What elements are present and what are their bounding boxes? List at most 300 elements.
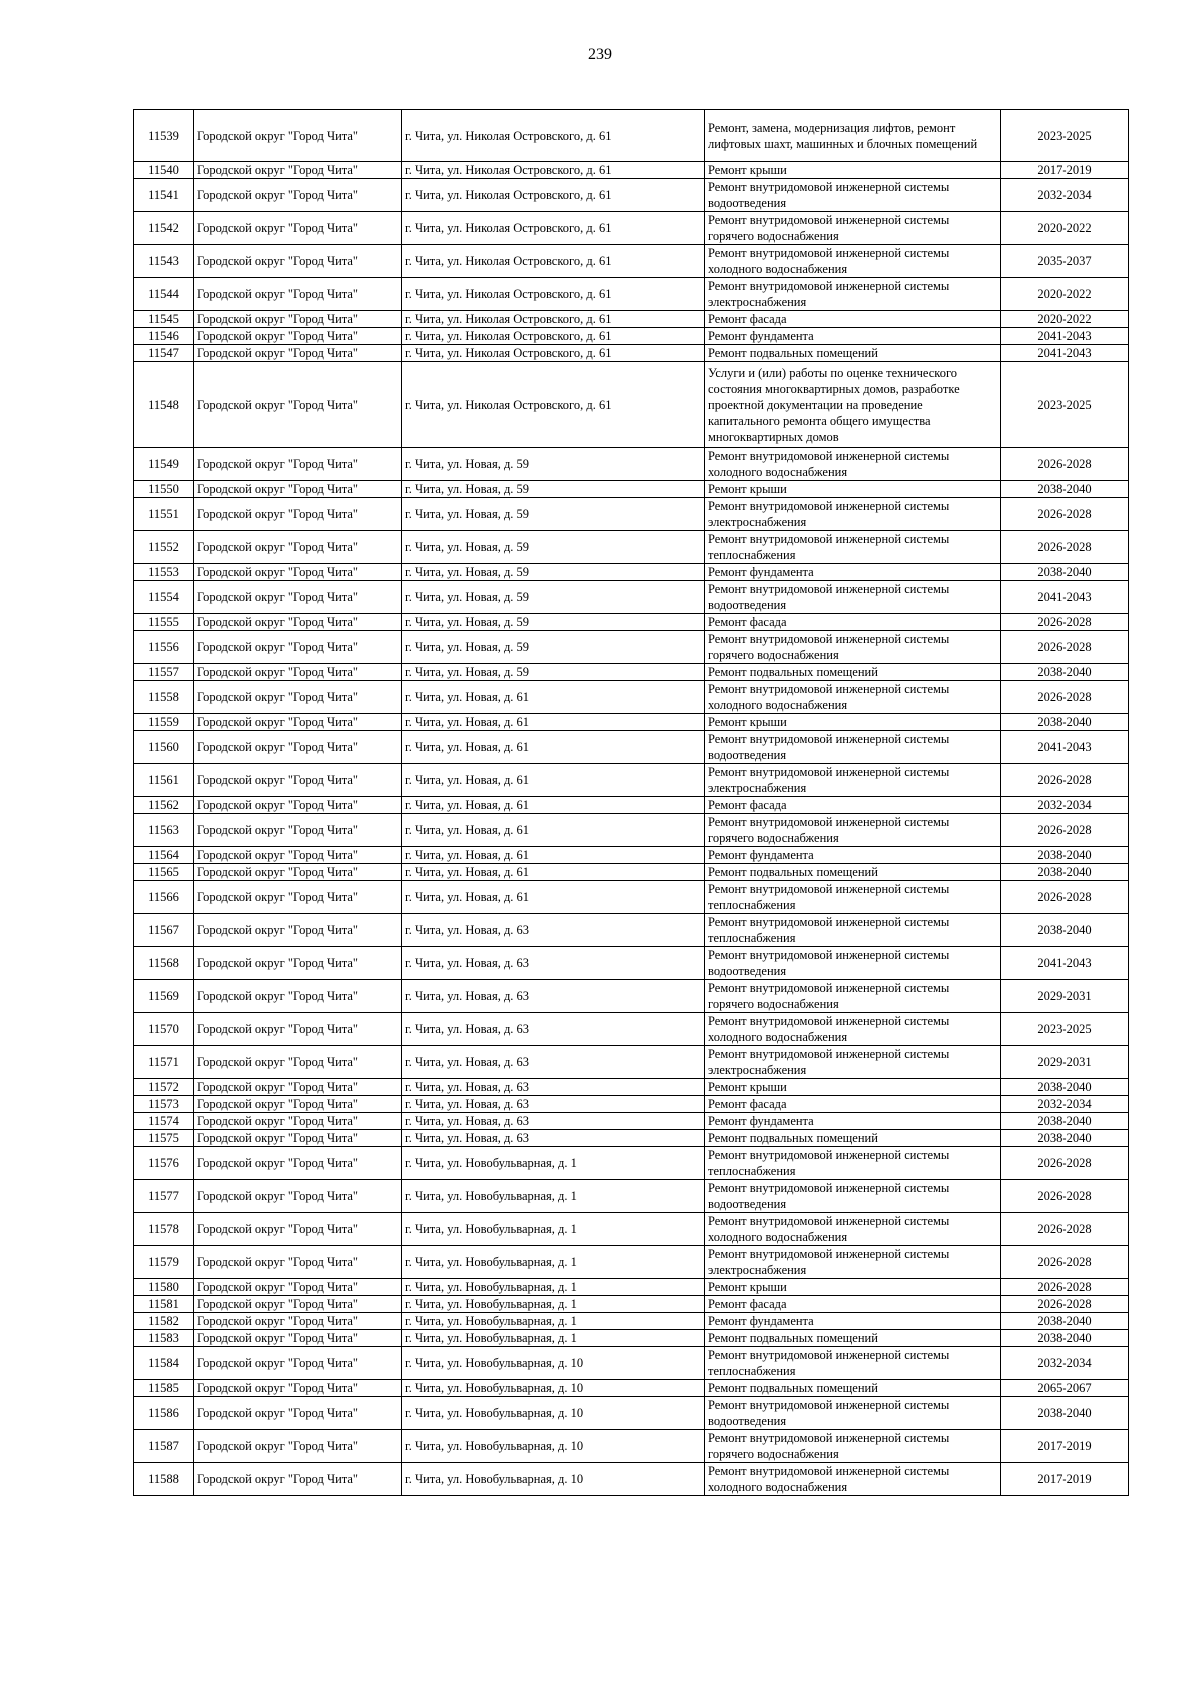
district-cell: Городской округ "Город Чита" — [194, 881, 402, 914]
district-cell: Городской округ "Город Чита" — [194, 847, 402, 864]
work-type-cell: Ремонт внутридомовой инженерной системы горячего водоснабжения — [705, 631, 1001, 664]
period-cell: 2026-2028 — [1001, 1213, 1129, 1246]
row-number-cell: 11547 — [134, 345, 194, 362]
row-number-cell: 11562 — [134, 797, 194, 814]
period-cell: 2038-2040 — [1001, 864, 1129, 881]
address-cell: г. Чита, ул. Новая, д. 63 — [402, 1046, 705, 1079]
district-cell: Городской округ "Город Чита" — [194, 1380, 402, 1397]
work-type-cell: Ремонт фасада — [705, 1096, 1001, 1113]
district-cell: Городской округ "Город Чита" — [194, 731, 402, 764]
period-cell: 2020-2022 — [1001, 278, 1129, 311]
district-cell: Городской округ "Город Чита" — [194, 1313, 402, 1330]
table-row — [134, 714, 1129, 731]
row-number-cell: 11572 — [134, 1079, 194, 1096]
district-cell: Городской округ "Город Чита" — [194, 1113, 402, 1130]
row-number-cell: 11559 — [134, 714, 194, 731]
table-body — [134, 110, 1129, 1496]
period-cell: 2017-2019 — [1001, 1430, 1129, 1463]
period-cell: 2032-2034 — [1001, 797, 1129, 814]
district-cell: Городской округ "Город Чита" — [194, 1430, 402, 1463]
period-cell: 2026-2028 — [1001, 1147, 1129, 1180]
period-cell: 2038-2040 — [1001, 1313, 1129, 1330]
table-row — [134, 1430, 1129, 1463]
work-type-cell: Ремонт внутридомовой инженерной системы горячего водоснабжения — [705, 1430, 1001, 1463]
capital-repair-table — [133, 109, 1129, 1496]
address-cell: г. Чита, ул. Николая Островского, д. 61 — [402, 311, 705, 328]
period-cell: 2035-2037 — [1001, 245, 1129, 278]
work-type-cell: Ремонт внутридомовой инженерной системы горячего водоснабжения — [705, 980, 1001, 1013]
table-row — [134, 1213, 1129, 1246]
row-number-cell: 11575 — [134, 1130, 194, 1147]
table-row — [134, 345, 1129, 362]
row-number-cell: 11574 — [134, 1113, 194, 1130]
row-number-cell: 11565 — [134, 864, 194, 881]
work-type-cell: Ремонт крыши — [705, 481, 1001, 498]
district-cell: Городской округ "Город Чита" — [194, 1213, 402, 1246]
table-row — [134, 864, 1129, 881]
address-cell: г. Чита, ул. Новая, д. 63 — [402, 1130, 705, 1147]
work-type-cell: Ремонт внутридомовой инженерной системы теплоснабжения — [705, 531, 1001, 564]
row-number-cell: 11544 — [134, 278, 194, 311]
page-number: 239 — [588, 46, 612, 63]
work-type-cell: Ремонт внутридомовой инженерной системы электроснабжения — [705, 278, 1001, 311]
work-type-cell: Услуги и (или) работы по оценке технического состояния многоквартирных домов, разработке проектной документации на проведение капитального ремонта общего имущества многоквартирных домов — [705, 362, 1001, 448]
work-type-cell: Ремонт фундамента — [705, 564, 1001, 581]
table-row — [134, 614, 1129, 631]
period-cell: 2032-2034 — [1001, 179, 1129, 212]
work-type-cell: Ремонт внутридомовой инженерной системы холодного водоснабжения — [705, 1213, 1001, 1246]
table-row — [134, 1279, 1129, 1296]
address-cell: г. Чита, ул. Николая Островского, д. 61 — [402, 362, 705, 448]
district-cell: Городской округ "Город Чита" — [194, 212, 402, 245]
row-number-cell: 11570 — [134, 1013, 194, 1046]
district-cell: Городской округ "Город Чита" — [194, 448, 402, 481]
district-cell: Городской округ "Город Чита" — [194, 1180, 402, 1213]
period-cell: 2041-2043 — [1001, 581, 1129, 614]
table-row — [134, 1180, 1129, 1213]
address-cell: г. Чита, ул. Новая, д. 63 — [402, 1013, 705, 1046]
district-cell: Городской округ "Город Чита" — [194, 328, 402, 345]
period-cell: 2026-2028 — [1001, 764, 1129, 797]
address-cell: г. Чита, ул. Новобульварная, д. 1 — [402, 1213, 705, 1246]
district-cell: Городской округ "Город Чита" — [194, 1279, 402, 1296]
work-type-cell: Ремонт внутридомовой инженерной системы водоотведения — [705, 947, 1001, 980]
period-cell: 2041-2043 — [1001, 947, 1129, 980]
row-number-cell: 11580 — [134, 1279, 194, 1296]
address-cell: г. Чита, ул. Новобульварная, д. 1 — [402, 1147, 705, 1180]
table-row — [134, 881, 1129, 914]
row-number-cell: 11577 — [134, 1180, 194, 1213]
district-cell: Городской округ "Город Чита" — [194, 714, 402, 731]
period-cell: 2026-2028 — [1001, 1279, 1129, 1296]
work-type-cell: Ремонт подвальных помещений — [705, 345, 1001, 362]
row-number-cell: 11551 — [134, 498, 194, 531]
district-cell: Городской округ "Город Чита" — [194, 631, 402, 664]
address-cell: г. Чита, ул. Николая Островского, д. 61 — [402, 345, 705, 362]
work-type-cell: Ремонт фасада — [705, 1296, 1001, 1313]
table-row — [134, 1147, 1129, 1180]
row-number-cell: 11540 — [134, 162, 194, 179]
work-type-cell: Ремонт внутридомовой инженерной системы холодного водоснабжения — [705, 245, 1001, 278]
table-row — [134, 664, 1129, 681]
row-number-cell: 11553 — [134, 564, 194, 581]
table-row — [134, 328, 1129, 345]
period-cell: 2038-2040 — [1001, 664, 1129, 681]
address-cell: г. Чита, ул. Новая, д. 61 — [402, 864, 705, 881]
period-cell: 2038-2040 — [1001, 914, 1129, 947]
period-cell: 2017-2019 — [1001, 1463, 1129, 1496]
table-row — [134, 847, 1129, 864]
work-type-cell: Ремонт внутридомовой инженерной системы электроснабжения — [705, 498, 1001, 531]
period-cell: 2032-2034 — [1001, 1347, 1129, 1380]
period-cell: 2026-2028 — [1001, 498, 1129, 531]
table-row — [134, 1296, 1129, 1313]
address-cell: г. Чита, ул. Новая, д. 63 — [402, 980, 705, 1013]
address-cell: г. Чита, ул. Новобульварная, д. 1 — [402, 1246, 705, 1279]
row-number-cell: 11587 — [134, 1430, 194, 1463]
district-cell: Городской округ "Город Чита" — [194, 278, 402, 311]
address-cell: г. Чита, ул. Новобульварная, д. 1 — [402, 1180, 705, 1213]
district-cell: Городской округ "Город Чита" — [194, 531, 402, 564]
period-cell: 2026-2028 — [1001, 531, 1129, 564]
period-cell: 2038-2040 — [1001, 564, 1129, 581]
row-number-cell: 11564 — [134, 847, 194, 864]
table-row — [134, 212, 1129, 245]
row-number-cell: 11582 — [134, 1313, 194, 1330]
period-cell: 2032-2034 — [1001, 1096, 1129, 1113]
period-cell: 2038-2040 — [1001, 1113, 1129, 1130]
address-cell: г. Чита, ул. Новобульварная, д. 10 — [402, 1430, 705, 1463]
period-cell: 2026-2028 — [1001, 614, 1129, 631]
table-row — [134, 1096, 1129, 1113]
period-cell: 2029-2031 — [1001, 1046, 1129, 1079]
district-cell: Городской округ "Город Чита" — [194, 311, 402, 328]
address-cell: г. Чита, ул. Новая, д. 61 — [402, 847, 705, 864]
address-cell: г. Чита, ул. Новобульварная, д. 1 — [402, 1296, 705, 1313]
work-type-cell: Ремонт фасада — [705, 797, 1001, 814]
work-type-cell: Ремонт внутридомовой инженерной системы холодного водоснабжения — [705, 448, 1001, 481]
work-type-cell: Ремонт фасада — [705, 614, 1001, 631]
district-cell: Городской округ "Город Чита" — [194, 245, 402, 278]
row-number-cell: 11542 — [134, 212, 194, 245]
work-type-cell: Ремонт подвальных помещений — [705, 1130, 1001, 1147]
row-number-cell: 11561 — [134, 764, 194, 797]
address-cell: г. Чита, ул. Новая, д. 61 — [402, 764, 705, 797]
work-type-cell: Ремонт фундамента — [705, 328, 1001, 345]
period-cell: 2038-2040 — [1001, 1330, 1129, 1347]
work-type-cell: Ремонт внутридомовой инженерной системы холодного водоснабжения — [705, 1463, 1001, 1496]
address-cell: г. Чита, ул. Новая, д. 59 — [402, 614, 705, 631]
period-cell: 2026-2028 — [1001, 681, 1129, 714]
work-type-cell: Ремонт подвальных помещений — [705, 864, 1001, 881]
work-type-cell: Ремонт внутридомовой инженерной системы холодного водоснабжения — [705, 681, 1001, 714]
table-row — [134, 245, 1129, 278]
address-cell: г. Чита, ул. Новая, д. 63 — [402, 947, 705, 980]
district-cell: Городской округ "Город Чита" — [194, 1330, 402, 1347]
row-number-cell: 11546 — [134, 328, 194, 345]
period-cell: 2065-2067 — [1001, 1380, 1129, 1397]
work-type-cell: Ремонт подвальных помещений — [705, 1380, 1001, 1397]
period-cell: 2029-2031 — [1001, 980, 1129, 1013]
address-cell: г. Чита, ул. Новая, д. 59 — [402, 448, 705, 481]
work-type-cell: Ремонт внутридомовой инженерной системы теплоснабжения — [705, 1347, 1001, 1380]
table-row — [134, 631, 1129, 664]
work-type-cell: Ремонт внутридомовой инженерной системы водоотведения — [705, 731, 1001, 764]
address-cell: г. Чита, ул. Николая Островского, д. 61 — [402, 328, 705, 345]
work-type-cell: Ремонт, замена, модернизация лифтов, ремонт лифтовых шахт, машинных и блочных помещений — [705, 110, 1001, 162]
row-number-cell: 11548 — [134, 362, 194, 448]
district-cell: Городской округ "Город Чита" — [194, 1079, 402, 1096]
table-row — [134, 1046, 1129, 1079]
period-cell: 2041-2043 — [1001, 345, 1129, 362]
district-cell: Городской округ "Город Чита" — [194, 797, 402, 814]
period-cell: 2038-2040 — [1001, 1130, 1129, 1147]
table-row — [134, 1397, 1129, 1430]
period-cell: 2023-2025 — [1001, 110, 1129, 162]
period-cell: 2026-2028 — [1001, 448, 1129, 481]
table-row — [134, 1347, 1129, 1380]
period-cell: 2026-2028 — [1001, 1246, 1129, 1279]
row-number-cell: 11578 — [134, 1213, 194, 1246]
district-cell: Городской округ "Город Чита" — [194, 1463, 402, 1496]
row-number-cell: 11555 — [134, 614, 194, 631]
row-number-cell: 11541 — [134, 179, 194, 212]
address-cell: г. Чита, ул. Николая Островского, д. 61 — [402, 212, 705, 245]
table-row — [134, 797, 1129, 814]
row-number-cell: 11571 — [134, 1046, 194, 1079]
work-type-cell: Ремонт внутридомовой инженерной системы электроснабжения — [705, 1046, 1001, 1079]
address-cell: г. Чита, ул. Новая, д. 59 — [402, 481, 705, 498]
district-cell: Городской округ "Город Чита" — [194, 1096, 402, 1113]
work-type-cell: Ремонт крыши — [705, 714, 1001, 731]
address-cell: г. Чита, ул. Николая Островского, д. 61 — [402, 245, 705, 278]
district-cell: Городской округ "Город Чита" — [194, 980, 402, 1013]
table-row — [134, 1380, 1129, 1397]
table-row — [134, 481, 1129, 498]
row-number-cell: 11550 — [134, 481, 194, 498]
period-cell: 2026-2028 — [1001, 1296, 1129, 1313]
address-cell: г. Чита, ул. Новобульварная, д. 10 — [402, 1380, 705, 1397]
district-cell: Городской округ "Город Чита" — [194, 664, 402, 681]
work-type-cell: Ремонт подвальных помещений — [705, 1330, 1001, 1347]
address-cell: г. Чита, ул. Новобульварная, д. 10 — [402, 1347, 705, 1380]
district-cell: Городской округ "Город Чита" — [194, 481, 402, 498]
work-type-cell: Ремонт внутридомовой инженерной системы холодного водоснабжения — [705, 1013, 1001, 1046]
district-cell: Городской округ "Город Чита" — [194, 614, 402, 631]
address-cell: г. Чита, ул. Новобульварная, д. 10 — [402, 1463, 705, 1496]
table-row — [134, 914, 1129, 947]
row-number-cell: 11543 — [134, 245, 194, 278]
row-number-cell: 11567 — [134, 914, 194, 947]
address-cell: г. Чита, ул. Новая, д. 61 — [402, 681, 705, 714]
district-cell: Городской округ "Город Чита" — [194, 110, 402, 162]
period-cell: 2026-2028 — [1001, 1180, 1129, 1213]
work-type-cell: Ремонт фасада — [705, 311, 1001, 328]
address-cell: г. Чита, ул. Новая, д. 59 — [402, 581, 705, 614]
district-cell: Городской округ "Город Чита" — [194, 581, 402, 614]
address-cell: г. Чита, ул. Николая Островского, д. 61 — [402, 278, 705, 311]
row-number-cell: 11549 — [134, 448, 194, 481]
work-type-cell: Ремонт крыши — [705, 1079, 1001, 1096]
table-row — [134, 110, 1129, 162]
work-type-cell: Ремонт внутридомовой инженерной системы горячего водоснабжения — [705, 814, 1001, 847]
table-row — [134, 162, 1129, 179]
district-cell: Городской округ "Город Чита" — [194, 1397, 402, 1430]
table-row — [134, 1463, 1129, 1496]
row-number-cell: 11539 — [134, 110, 194, 162]
work-type-cell: Ремонт фундамента — [705, 1313, 1001, 1330]
district-cell: Городской округ "Город Чита" — [194, 764, 402, 797]
address-cell: г. Чита, ул. Николая Островского, д. 61 — [402, 162, 705, 179]
table-row — [134, 1246, 1129, 1279]
address-cell: г. Чита, ул. Новая, д. 63 — [402, 914, 705, 947]
district-cell: Городской округ "Город Чита" — [194, 179, 402, 212]
row-number-cell: 11585 — [134, 1380, 194, 1397]
table-row — [134, 947, 1129, 980]
period-cell: 2017-2019 — [1001, 162, 1129, 179]
row-number-cell: 11586 — [134, 1397, 194, 1430]
table-row — [134, 1079, 1129, 1096]
district-cell: Городской округ "Город Чита" — [194, 1246, 402, 1279]
table-row — [134, 311, 1129, 328]
period-cell: 2038-2040 — [1001, 847, 1129, 864]
district-cell: Городской округ "Город Чита" — [194, 1296, 402, 1313]
district-cell: Городской округ "Город Чита" — [194, 1013, 402, 1046]
work-type-cell: Ремонт внутридомовой инженерной системы водоотведения — [705, 581, 1001, 614]
row-number-cell: 11584 — [134, 1347, 194, 1380]
address-cell: г. Чита, ул. Новая, д. 61 — [402, 797, 705, 814]
district-cell: Городской округ "Город Чита" — [194, 1130, 402, 1147]
row-number-cell: 11576 — [134, 1147, 194, 1180]
address-cell: г. Чита, ул. Новая, д. 63 — [402, 1079, 705, 1096]
address-cell: г. Чита, ул. Новобульварная, д. 1 — [402, 1313, 705, 1330]
table-row — [134, 531, 1129, 564]
address-cell: г. Чита, ул. Николая Островского, д. 61 — [402, 179, 705, 212]
table-row — [134, 1130, 1129, 1147]
row-number-cell: 11568 — [134, 947, 194, 980]
row-number-cell: 11558 — [134, 681, 194, 714]
period-cell: 2038-2040 — [1001, 1079, 1129, 1096]
row-number-cell: 11588 — [134, 1463, 194, 1496]
work-type-cell: Ремонт крыши — [705, 162, 1001, 179]
address-cell: г. Чита, ул. Новая, д. 61 — [402, 714, 705, 731]
address-cell: г. Чита, ул. Новая, д. 59 — [402, 564, 705, 581]
row-number-cell: 11556 — [134, 631, 194, 664]
row-number-cell: 11557 — [134, 664, 194, 681]
table-row — [134, 278, 1129, 311]
period-cell: 2038-2040 — [1001, 1397, 1129, 1430]
period-cell: 2023-2025 — [1001, 362, 1129, 448]
period-cell: 2038-2040 — [1001, 481, 1129, 498]
row-number-cell: 11554 — [134, 581, 194, 614]
district-cell: Городской округ "Город Чита" — [194, 1347, 402, 1380]
table-row — [134, 179, 1129, 212]
table-row — [134, 1313, 1129, 1330]
work-type-cell: Ремонт внутридомовой инженерной системы водоотведения — [705, 179, 1001, 212]
district-cell: Городской округ "Город Чита" — [194, 814, 402, 847]
district-cell: Городской округ "Город Чита" — [194, 864, 402, 881]
work-type-cell: Ремонт подвальных помещений — [705, 664, 1001, 681]
period-cell: 2023-2025 — [1001, 1013, 1129, 1046]
row-number-cell: 11566 — [134, 881, 194, 914]
row-number-cell: 11573 — [134, 1096, 194, 1113]
address-cell: г. Чита, ул. Новобульварная, д. 1 — [402, 1279, 705, 1296]
table-row — [134, 681, 1129, 714]
work-type-cell: Ремонт внутридомовой инженерной системы водоотведения — [705, 1397, 1001, 1430]
table-row — [134, 581, 1129, 614]
address-cell: г. Чита, ул. Николая Островского, д. 61 — [402, 110, 705, 162]
district-cell: Городской округ "Город Чита" — [194, 1147, 402, 1180]
work-type-cell: Ремонт внутридомовой инженерной системы электроснабжения — [705, 764, 1001, 797]
address-cell: г. Чита, ул. Новобульварная, д. 10 — [402, 1397, 705, 1430]
district-cell: Городской округ "Город Чита" — [194, 914, 402, 947]
table-row — [134, 764, 1129, 797]
row-number-cell: 11545 — [134, 311, 194, 328]
period-cell: 2041-2043 — [1001, 328, 1129, 345]
work-type-cell: Ремонт внутридомовой инженерной системы теплоснабжения — [705, 1147, 1001, 1180]
row-number-cell: 11569 — [134, 980, 194, 1013]
period-cell: 2026-2028 — [1001, 814, 1129, 847]
district-cell: Городской округ "Город Чита" — [194, 947, 402, 980]
work-type-cell: Ремонт внутридомовой инженерной системы электроснабжения — [705, 1246, 1001, 1279]
table-row — [134, 1113, 1129, 1130]
table-row — [134, 731, 1129, 764]
table-row — [134, 362, 1129, 448]
work-type-cell: Ремонт внутридомовой инженерной системы горячего водоснабжения — [705, 212, 1001, 245]
district-cell: Городской округ "Город Чита" — [194, 1046, 402, 1079]
period-cell: 2041-2043 — [1001, 731, 1129, 764]
work-type-cell: Ремонт внутридомовой инженерной системы водоотведения — [705, 1180, 1001, 1213]
address-cell: г. Чита, ул. Новая, д. 63 — [402, 1113, 705, 1130]
table-row — [134, 1013, 1129, 1046]
period-cell: 2020-2022 — [1001, 311, 1129, 328]
row-number-cell: 11552 — [134, 531, 194, 564]
table-row — [134, 1330, 1129, 1347]
district-cell: Городской округ "Город Чита" — [194, 162, 402, 179]
row-number-cell: 11581 — [134, 1296, 194, 1313]
row-number-cell: 11563 — [134, 814, 194, 847]
district-cell: Городской округ "Город Чита" — [194, 362, 402, 448]
row-number-cell: 11583 — [134, 1330, 194, 1347]
table-row — [134, 564, 1129, 581]
period-cell: 2026-2028 — [1001, 881, 1129, 914]
work-type-cell: Ремонт фундамента — [705, 847, 1001, 864]
period-cell: 2020-2022 — [1001, 212, 1129, 245]
address-cell: г. Чита, ул. Новая, д. 61 — [402, 881, 705, 914]
row-number-cell: 11560 — [134, 731, 194, 764]
district-cell: Городской округ "Город Чита" — [194, 681, 402, 714]
table-row — [134, 498, 1129, 531]
district-cell: Городской округ "Город Чита" — [194, 498, 402, 531]
address-cell: г. Чита, ул. Новая, д. 59 — [402, 498, 705, 531]
district-cell: Городской округ "Город Чита" — [194, 345, 402, 362]
address-cell: г. Чита, ул. Новобульварная, д. 1 — [402, 1330, 705, 1347]
address-cell: г. Чита, ул. Новая, д. 61 — [402, 731, 705, 764]
district-cell: Городской округ "Город Чита" — [194, 564, 402, 581]
address-cell: г. Чита, ул. Новая, д. 59 — [402, 631, 705, 664]
address-cell: г. Чита, ул. Новая, д. 59 — [402, 664, 705, 681]
period-cell: 2026-2028 — [1001, 631, 1129, 664]
address-cell: г. Чита, ул. Новая, д. 59 — [402, 531, 705, 564]
address-cell: г. Чита, ул. Новая, д. 63 — [402, 1096, 705, 1113]
table-row — [134, 814, 1129, 847]
table-row — [134, 980, 1129, 1013]
work-type-cell: Ремонт внутридомовой инженерной системы теплоснабжения — [705, 881, 1001, 914]
address-cell: г. Чита, ул. Новая, д. 61 — [402, 814, 705, 847]
row-number-cell: 11579 — [134, 1246, 194, 1279]
period-cell: 2038-2040 — [1001, 714, 1129, 731]
table-row — [134, 448, 1129, 481]
